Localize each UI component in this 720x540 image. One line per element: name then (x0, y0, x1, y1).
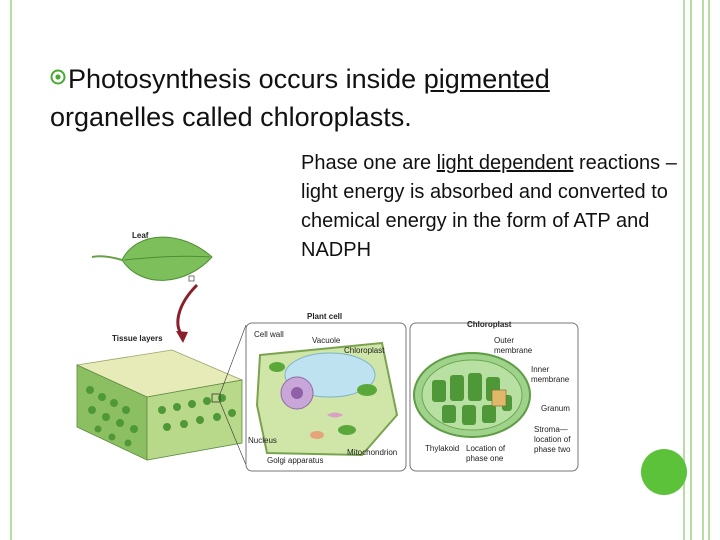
stroma-label-1: Stroma— (534, 425, 568, 434)
granum-label: Granum (541, 404, 570, 413)
nucleus-label: Nucleus (248, 436, 277, 445)
bullet-text-start: Photosynthesis occurs inside (68, 64, 424, 94)
leaf-label: Leaf (132, 231, 149, 240)
frame-stripe (690, 0, 692, 540)
tissue-layers-label: Tissue layers (112, 334, 163, 343)
main-bullet (50, 60, 650, 136)
outer-membrane-label-2: membrane (494, 346, 533, 355)
golgi-label: Golgi apparatus (267, 456, 324, 465)
vacuole-label: Vacuole (312, 336, 341, 345)
chloroplast-small-label: Chloroplast (344, 346, 385, 355)
stroma-label-3: phase two (534, 445, 571, 454)
mitochondrion-label: Mitochondrion (347, 448, 398, 457)
bullet-underlined-word: pigmented (423, 64, 550, 94)
cell-wall-label: Cell wall (254, 330, 284, 339)
phase-text-end: reactions – light energy is absorbed and converted to chemical energy in the form of ATP and NADPH (301, 152, 677, 261)
location-phase-one-label-2: phase one (466, 454, 504, 463)
thylakoid-label: Thylakoid (425, 444, 460, 453)
chloroplast-title-label: Chloroplast (467, 320, 512, 329)
stroma-label-2: location of (534, 435, 571, 444)
chloroplast-diagram (62, 215, 582, 485)
inner-membrane-label-2: membrane (531, 375, 570, 384)
plant-cell-label: Plant cell (307, 312, 343, 321)
inner-membrane-label-1: Inner (531, 365, 550, 374)
phase-underlined: light dependent (436, 152, 574, 174)
accent-dot (641, 449, 687, 495)
outer-membrane-label-1: Outer (494, 336, 515, 345)
tissue-block (77, 325, 246, 465)
leaf-illustration (92, 237, 212, 281)
phase-text-start: Phase one are (301, 152, 437, 174)
bullet-icon (50, 69, 66, 85)
bullet-text-end: organelles called chloroplasts. (50, 102, 412, 132)
frame-stripe (702, 0, 704, 540)
location-phase-one-label-1: Location of (466, 444, 506, 453)
